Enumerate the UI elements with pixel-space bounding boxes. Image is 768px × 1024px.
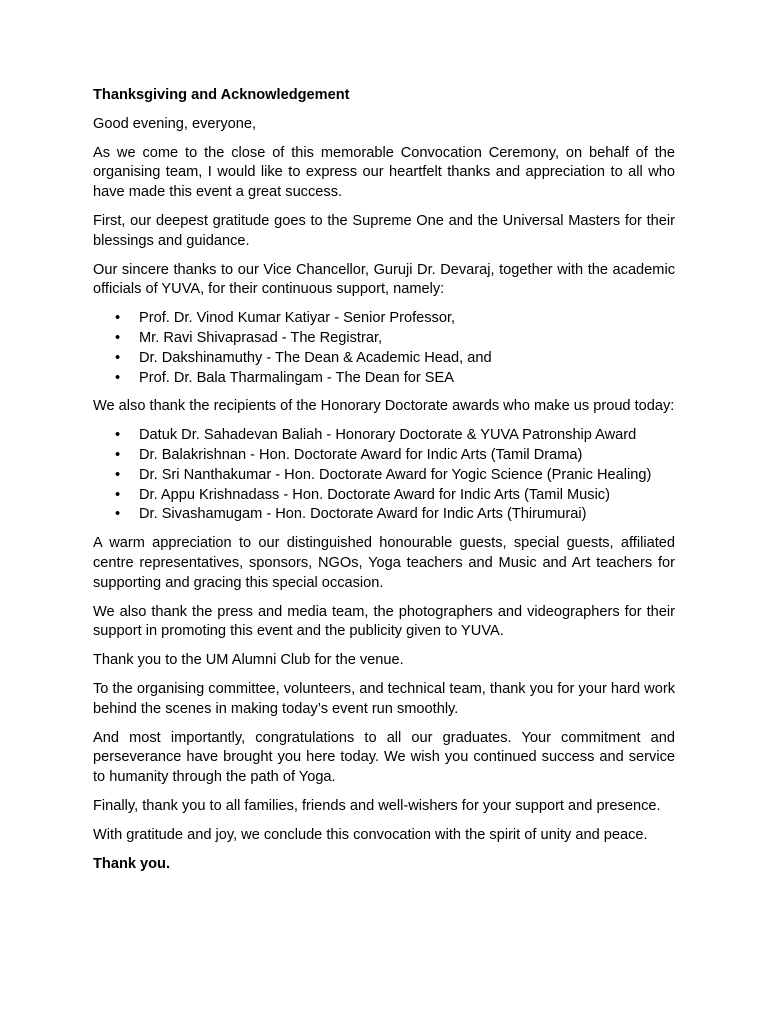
list-item [93,486,675,506]
bullet-icon: • [115,446,121,463]
conclusion-paragraph: With gratitude and joy, we conclude this convocation with the spirit of unity and peace. [93,826,648,843]
list-item [93,426,675,446]
families-paragraph: Finally, thank you to all families, friends and well-wishers for your support and presence. [93,797,661,814]
gratitude-paragraph: First, our deepest gratitude goes to the Supreme One and the Universal Masters for their blessings and guidance. [93,212,675,249]
press-paragraph: We also thank the press and media team, the photographers and videographers for their support in promoting this event and the publicity given to YUVA. [93,603,675,640]
list-item-text: Datuk Dr. Sahadevan Baliah - Honorary Doctorate & YUVA Patronship Award [139,427,637,444]
venue-paragraph: Thank you to the UM Alumni Club for the venue. [93,652,404,669]
list-item-text: Dr. Sri Nanthakumar - Hon. Doctorate Award for Yogic Science (Pranic Healing) [139,466,652,483]
list-item [93,369,675,389]
list-item-text: Prof. Dr. Vinod Kumar Katiyar - Senior Professor, [139,310,456,327]
list-item-text: Mr. Ravi Shivaprasad - The Registrar, [139,329,383,346]
document-body [93,86,675,874]
guests-paragraph: A warm appreciation to our distinguished honourable guests, special guests, affiliated centre representatives, sponsors, NGOs, Yoga teachers and Music and Art teachers for supporting and gracing this special occasion. [93,535,675,591]
list-item-text: Dr. Sivashamugam - Hon. Doctorate Award for Indic Arts (Thirumurai) [139,506,587,523]
bullet-icon: • [115,310,121,327]
greeting: Good evening, everyone, [93,115,257,132]
bullet-icon: • [115,369,121,386]
list-item-text: Dr. Appu Krishnadass - Hon. Doctorate Award for Indic Arts (Tamil Music) [139,486,610,503]
list-item [93,505,675,525]
list-item-text: Dr. Dakshinamuthy - The Dean & Academic Head, and [139,349,492,366]
committee-paragraph: To the organising committee, volunteers, and technical team, thank you for your hard work behind the scenes in making today’s event run smoothly. [93,680,675,717]
list-item-text: Prof. Dr. Bala Tharmalingam - The Dean for SEA [139,369,454,386]
list-item [93,349,675,369]
list-item [93,466,675,486]
honorary-intro-paragraph: We also thank the recipients of the Honorary Doctorate awards who make us proud today: [93,398,675,415]
list-item-text: Dr. Balakrishnan - Hon. Doctorate Award for Indic Arts (Tamil Drama) [139,446,583,463]
honorary-recipients-list [93,426,675,525]
intro-paragraph: As we come to the close of this memorable Convocation Ceremony, on behalf of the organising team, I would like to express our heartfelt thanks and appreciation to all who have made this event a great success. [93,144,675,201]
bullet-icon: • [115,427,121,444]
list-item [93,329,675,349]
officials-list [93,309,675,388]
closing-line: Thank you. [93,855,171,872]
vice-chancellor-paragraph: Our sincere thanks to our Vice Chancellor, Guruji Dr. Devaraj, together with the academic officials of YUVA, for their continuous support, namely: [93,261,675,298]
bullet-icon: • [115,466,121,483]
bullet-icon: • [115,506,121,523]
graduates-paragraph: And most importantly, congratulations to all our graduates. Your commitment and perseverance have brought you here today. We wish you continued success and service to humanity through the path of Yoga. [93,729,675,786]
document-title: Thanksgiving and Acknowledgement [93,87,350,103]
bullet-icon: • [115,349,121,366]
bullet-icon: • [115,486,121,503]
list-item [93,309,675,329]
bullet-icon: • [115,329,121,346]
list-item [93,446,675,466]
